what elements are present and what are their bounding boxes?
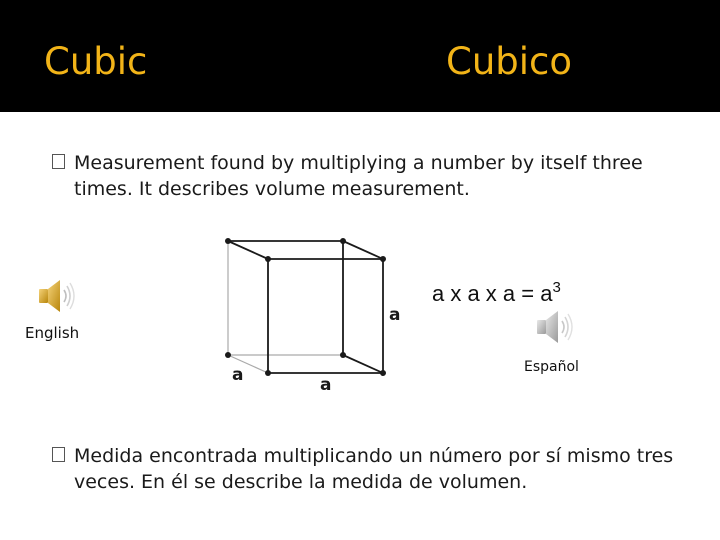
edge-label-width: a — [320, 375, 332, 395]
definition-english — [52, 150, 692, 202]
title-spanish: Cubico — [446, 40, 573, 83]
definition-spanish — [52, 443, 692, 495]
speaker-icon[interactable] — [36, 276, 80, 316]
formula-exponent: 3 — [552, 279, 561, 296]
volume-formula — [432, 279, 561, 307]
formula-text: a x a x a = a — [432, 281, 553, 306]
title-english: Cubic — [44, 40, 148, 83]
audio-label-english: English — [25, 324, 80, 342]
bullet-box-icon — [52, 447, 65, 462]
speaker-icon[interactable] — [534, 307, 578, 347]
audio-label-spanish: Español — [524, 359, 579, 375]
slide-header — [0, 0, 720, 112]
definition-english-text: Measurement found by multiplying a number by itself three times. It describes volume measurement. — [74, 152, 643, 200]
definition-spanish-text: Medida encontrada multiplicando un número por sí mismo tres veces. En él se describe la medida de volumen. — [74, 445, 674, 493]
edge-label-height: a — [389, 305, 401, 325]
bullet-box-icon — [52, 154, 65, 169]
cube-diagram — [215, 230, 415, 400]
edge-label-depth: a — [232, 365, 244, 385]
